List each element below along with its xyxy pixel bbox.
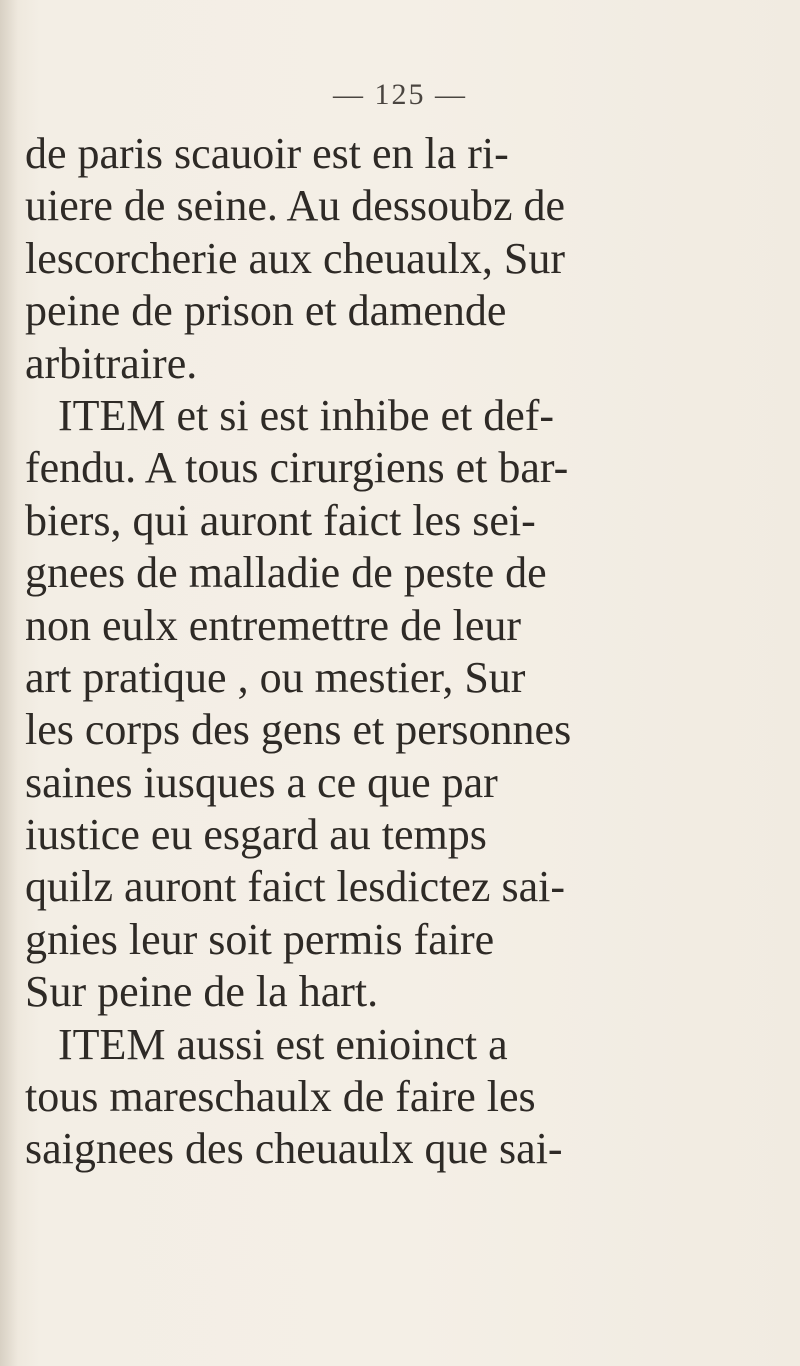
text-line: non eulx entremettre de leur [25,600,522,650]
text-line: de paris scauoir est en la ri- [25,129,509,178]
text-line: ITEM et si est inhibe et def- [25,390,555,440]
text-line: iustice eu esgard au temps [25,810,487,860]
text-line: ITEM aussi est enioinct a [25,1019,508,1069]
text-line: uiere de seine. Au dessoubz de [25,181,566,231]
text-line: gnies leur soit permis faire [25,914,495,964]
text-line: saignees des cheuaulx que sai- [25,1124,563,1174]
text-line: lescorcherie aux cheuaulx, Sur [25,233,565,283]
text-line: fendu. A tous cirurgiens et bar- [25,443,569,493]
page-number: — 125 — [333,78,467,111]
page-gutter-shadow [0,0,18,1366]
text-line: peine de prison et damende [25,286,507,336]
text-line: biers, qui auront faict les sei- [25,495,536,545]
text-line: art pratique , ou mestier, Sur [25,652,526,702]
text-line: tous mareschaulx de faire les [25,1072,536,1122]
text-line: gnees de malladie de peste de [25,548,547,598]
text-line: saines iusques a ce que par [25,757,498,807]
text-line: Sur peine de la hart. [25,967,379,1017]
text-line: quilz auront faict lesdictez sai- [25,862,565,912]
body-text [25,128,785,1176]
text-line: les corps des gens et personnes [25,705,572,755]
text-line: arbitraire. [25,338,198,388]
